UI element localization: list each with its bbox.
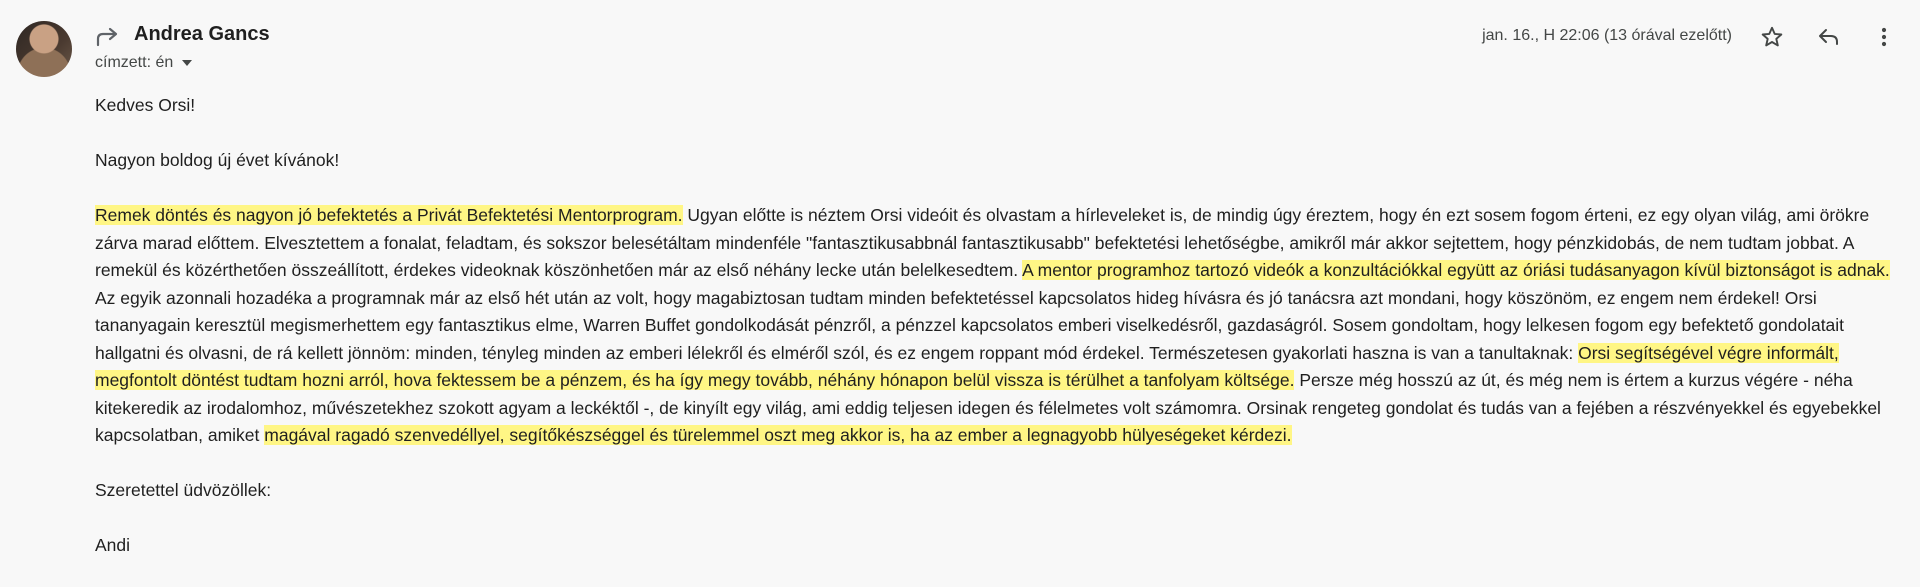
more-options-button[interactable]: [1867, 20, 1901, 54]
recipient-row[interactable]: [95, 54, 193, 72]
chevron-down-icon[interactable]: [181, 59, 193, 67]
message-date: jan. 16., H 22:06 (13 órával ezelőtt): [1482, 27, 1732, 44]
highlighted-text: Remek döntés és nagyon jó befektetés a Privát Befektetési Mentorprogram.: [95, 205, 683, 225]
closing: Szeretettel üdvözöllek:: [95, 480, 272, 500]
greeting: Kedves Orsi!: [95, 95, 196, 115]
more-vert-icon: [1872, 25, 1896, 49]
forward-arrow-icon: [95, 25, 121, 47]
highlighted-text: Orsi segítségével végre informált, megfontolt döntést tudtam hozni arról, hova fektessem be a pénzem, és ha így megy tovább, néhány hónapon belül vissza is térülhet a tanfolyam költsége.: [95, 342, 1839, 390]
highlighted-text: magával ragadó szenvedéllyel, segítőkészséggel és türelemmel oszt meg akkor is, ha az ember a legnagyobb hülyeségeket kérdezi.: [264, 425, 1292, 445]
body-text: Ugyan előtte is néztem Orsi videóit és olvastam a hírleveleket is, de mindig úgy éreztem, hogy én ezt sosem fogom érteni, ez egy olyan világ, ami örökre zárva marad előttem. Elvesztettem a fonalat, feladtam, és sokszor belesétáltam mindenféle "fantasztikusabbnál fantasztikusabb" befektetési lehetőségbe, amikről már akkor sejtettem, hogy pénzkidobás, de nem tudtam jobbat. A remekül és közérthetően összeállított, érdekes videoknak köszönhetően már az első néhány lecke után belelkesedtem.: [95, 205, 1870, 280]
new-year-wish: Nagyon boldog új évet kívánok!: [95, 150, 340, 170]
star-outline-icon: [1760, 25, 1784, 49]
highlighted-text: A mentor programhoz tartozó videók a konzultációkkal együtt az óriási tudásanyagon kívül biztonságot is adnak.: [1022, 260, 1890, 280]
reply-button[interactable]: [1812, 20, 1846, 54]
body-text: Persze még hosszú az út, és még nem is értem a kurzus végére - néha kitekeredik az irodalomhoz, művészetekhez szokott agyam a leckéktől -, de kinyílt egy világ, ami eddig teljesen idegen és félelmetes volt számomra. Orsinak rengeteg gondolat és tudás van a fejében a részvényekkel és egyebekkel kapcsolatban, amiket: [95, 370, 1881, 445]
sender-name[interactable]: Andrea Gancs: [134, 23, 270, 45]
avatar[interactable]: [16, 21, 72, 77]
reply-icon: [1817, 25, 1841, 49]
body-text: Az egyik azonnali hozadéka a programnak már az első hét után az volt, hogy magabiztosan tudtam minden befektetéssel kapcsolatos hideg hívásra és jó tanácsra azt mondani, hogy köszönöm, ez engem nem érdekel! Orsi tananyagain keresztül megismerhettem egy fantasztikus elme, Warren Buffet gondolkodását pénzről, a pénzzel kapcsolatos emberi viselkedésről, gazdaságról. Sosem gondoltam, hogy lelkesen fogom egy befektető gondolatait hallgatni és olvasni, de rá kellett jönnöm: minden, tényleg minden az emberi lélekről és elméről szól, és ez engem roppant mód érdekel. Természetesen gyakorlati haszna is van a tanultaknak:: [95, 287, 1845, 363]
signature: Andi: [95, 535, 131, 555]
recipient-label: címzett: én: [95, 54, 174, 71]
star-button[interactable]: [1755, 20, 1789, 54]
main-paragraph: [95, 202, 1895, 450]
message-body: [95, 92, 1895, 587]
